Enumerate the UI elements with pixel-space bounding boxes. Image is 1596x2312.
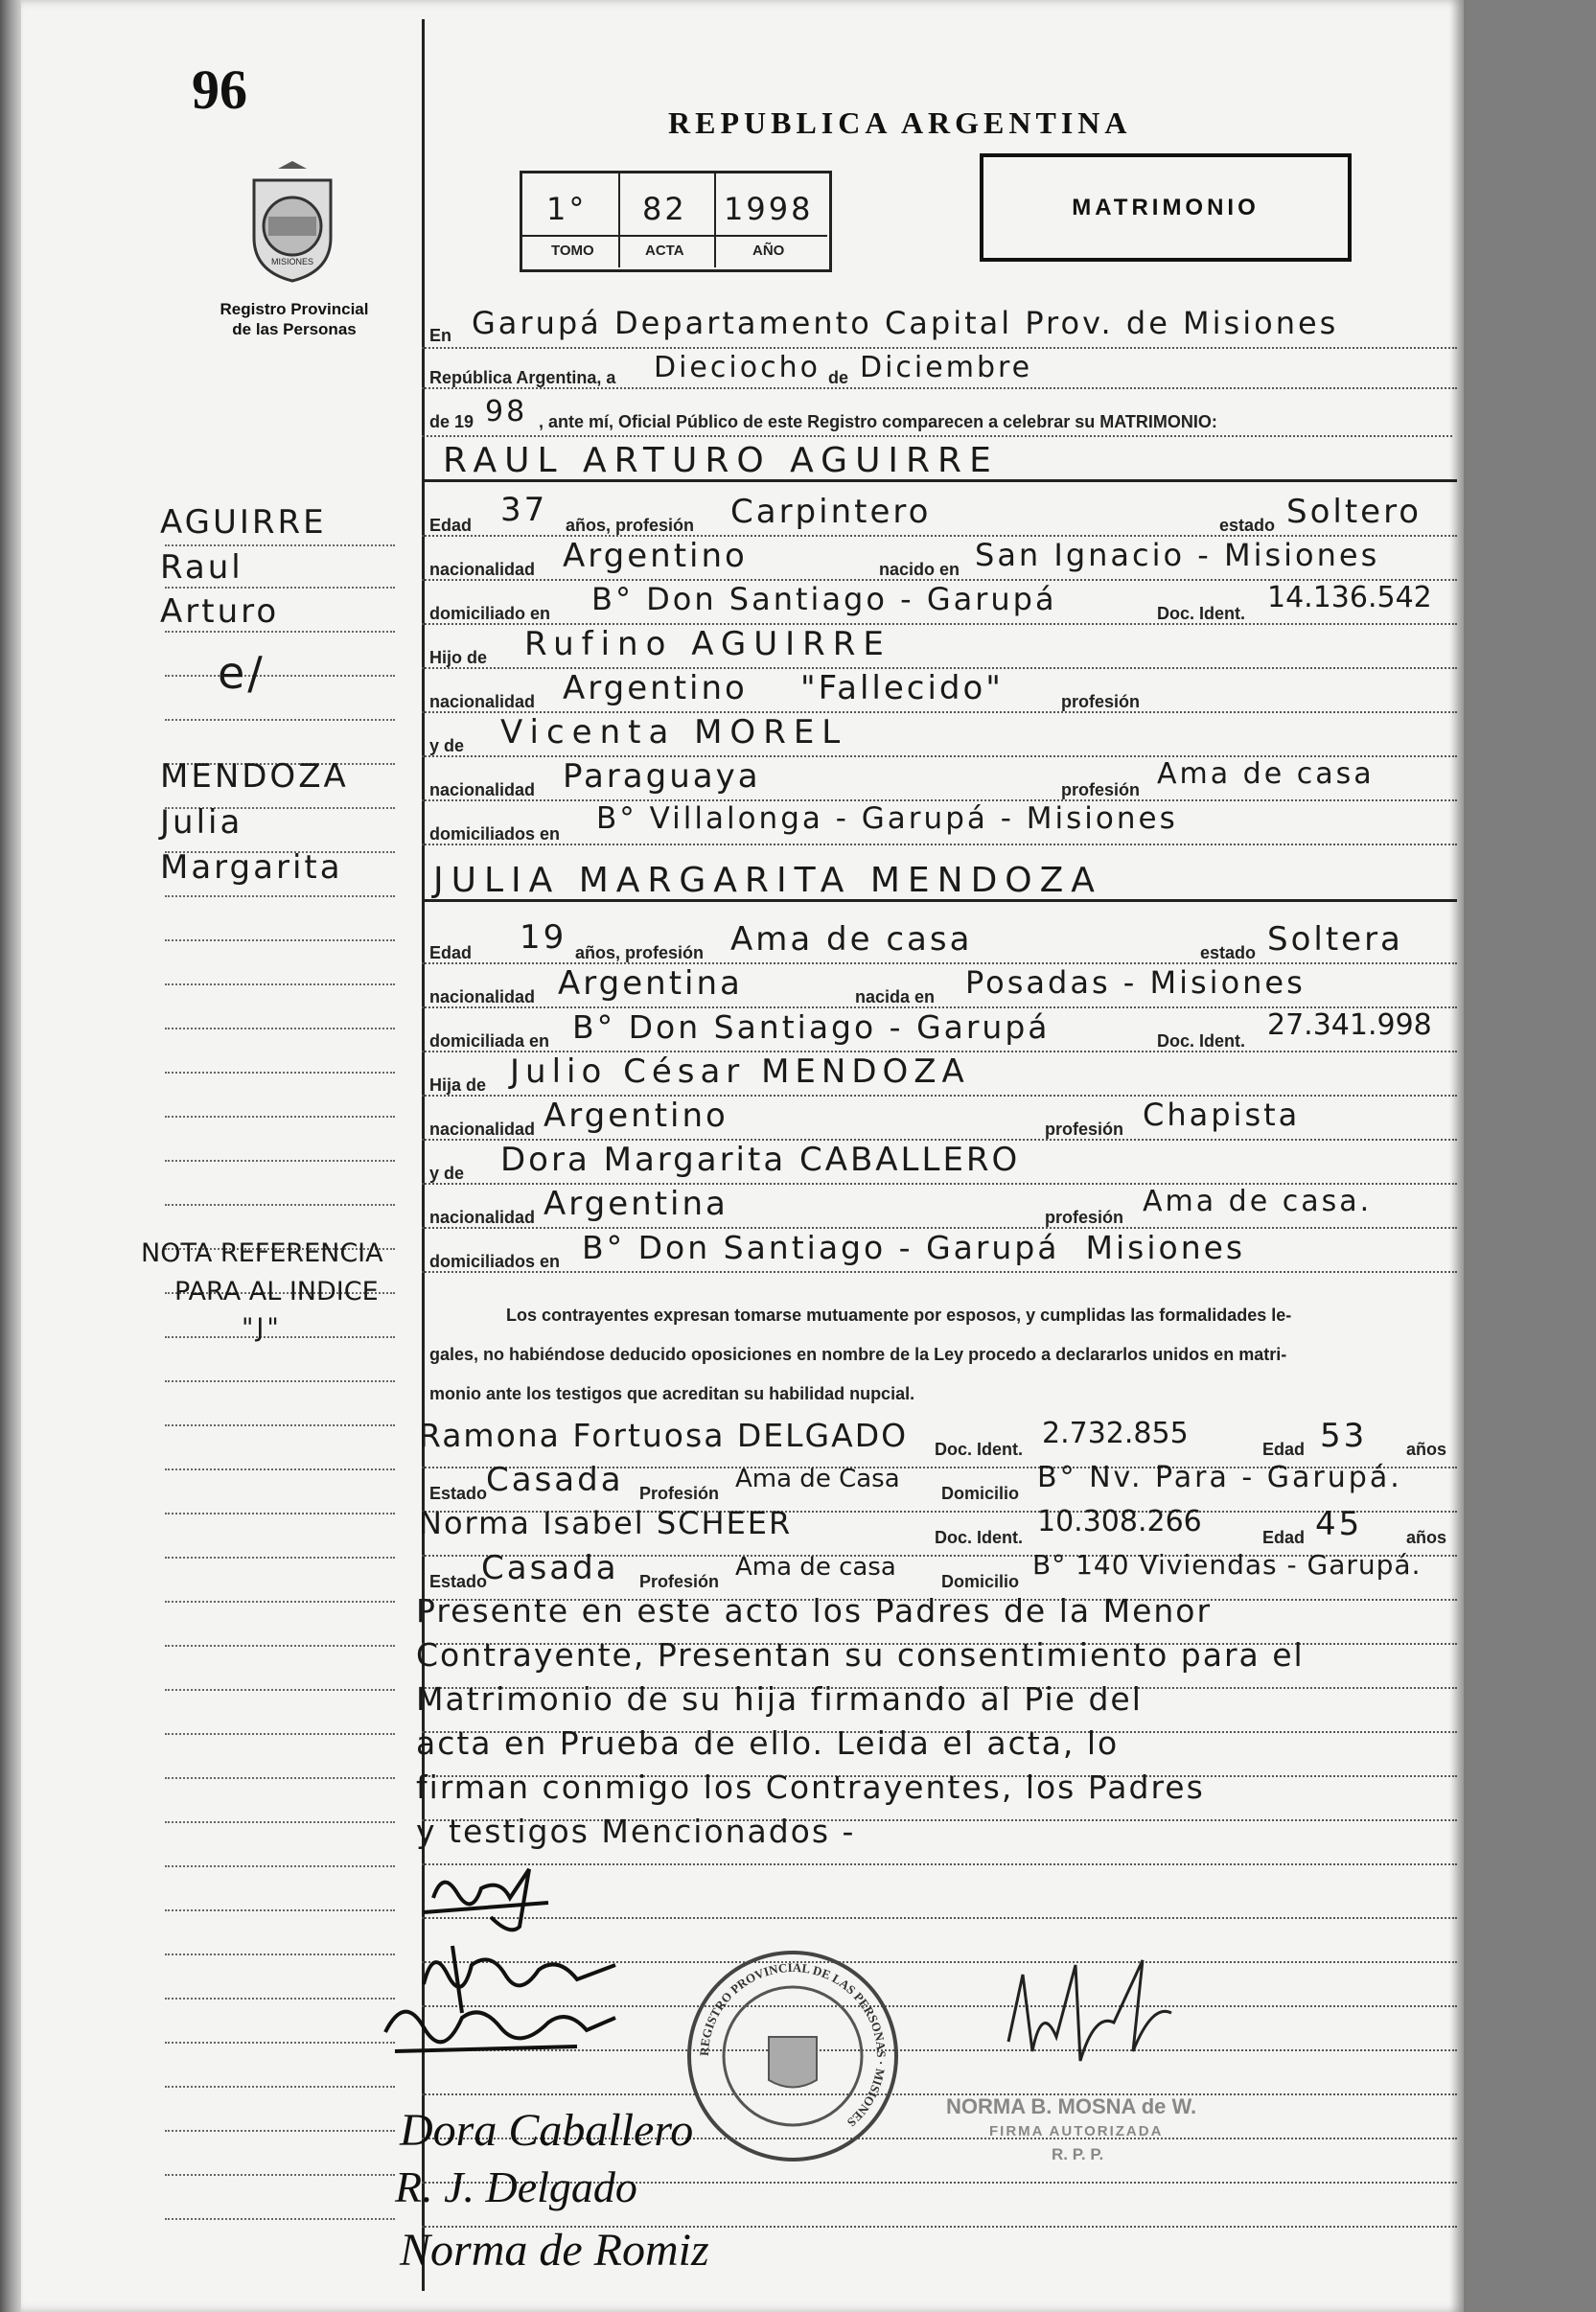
groom-estado: Soltero [1286, 493, 1423, 531]
nota-referencia-letter: "J" [242, 1313, 282, 1343]
witness2-anos-label: años [1406, 1528, 1447, 1547]
bride-name: JULIA MARGARITA MENDOZA [433, 861, 1102, 900]
bride-mother-nat: Argentina [544, 1185, 729, 1223]
bride-parents-address: B° Don Santiago - Garupá Misiones [582, 1229, 1246, 1266]
ano-value: 1998 [724, 191, 814, 227]
groom-doc-label: Doc. Ident. [1157, 604, 1246, 623]
witness1-prof-label: Profesión [639, 1484, 720, 1503]
witness2-doc: 10.308.266 [1037, 1505, 1202, 1538]
witness2-estado-label: Estado [429, 1572, 488, 1591]
stamp-office: R. P. P. [1052, 2145, 1104, 2163]
witness1-edad-label: Edad [1262, 1440, 1306, 1459]
groom-prof-label: años, profesión [566, 516, 695, 535]
groom-profession: Carpintero [730, 493, 932, 531]
groom-mother-prof: Ama de casa [1157, 757, 1375, 791]
witness2-dom-label: Domicilio [941, 1572, 1020, 1591]
witness2-edad-label: Edad [1262, 1528, 1306, 1547]
bride-father-prof: Chapista [1143, 1097, 1301, 1133]
day: Dieciocho [654, 351, 821, 384]
stamp-name: NORMA B. MOSNA de W. [946, 2094, 1197, 2118]
margin-groom-first: Raul [160, 548, 243, 587]
bride-nacida-label: nacida en [855, 987, 936, 1006]
bride-nationality: Argentina [558, 964, 743, 1003]
republic-label: República Argentina, a [429, 368, 616, 387]
margin-bride-second: Margarita [160, 848, 343, 887]
groom-father: Rufino AGUIRRE [524, 625, 891, 663]
bride-nac-label: nacionalidad [429, 987, 536, 1006]
witness2-address: B° 140 Viviendas - Garupá. [1032, 1549, 1422, 1581]
year-suffix: 98 [485, 395, 528, 428]
country-title: REPUBLICA ARGENTINA [668, 105, 1132, 140]
groom-mother-prof-label: profesión [1061, 780, 1141, 799]
bride-address: B° Don Santiago - Garupá [572, 1008, 1051, 1046]
groom-nac-label: nacionalidad [429, 560, 536, 579]
margin-groom-second: Arturo [160, 592, 280, 631]
registry-seal [682, 1946, 903, 2166]
margin-bride-surname: MENDOZA [160, 757, 349, 796]
groom-parents-address: B° Villalonga - Garupá - Misiones [596, 801, 1178, 836]
witness2-prof-label: Profesión [639, 1572, 720, 1591]
tomo-label: TOMO [551, 243, 594, 259]
bride-estado-label: estado [1200, 943, 1257, 962]
nota-referencia-title: NOTA REFERENCIA [141, 1238, 383, 1268]
bride-age: 19 [520, 918, 567, 957]
svg-text:MISIONES: MISIONES [270, 257, 314, 266]
witness2-estado: Casada [481, 1549, 619, 1587]
page-number: 96 [192, 58, 247, 121]
de-label: de [828, 368, 849, 387]
record-type-box [980, 153, 1352, 262]
groom-yde-label: y de [429, 736, 465, 755]
witness1-age: 53 [1320, 1417, 1368, 1455]
witness1-estado: Casada [486, 1461, 624, 1499]
bride-edad-label: Edad [429, 943, 473, 962]
groom-mother-nat: Paraguaya [563, 757, 761, 796]
groom-parents-dom-label: domiciliados en [429, 824, 561, 844]
bride-mother: Dora Margarita CABALLERO [500, 1141, 1021, 1179]
groom-name: RAUL ARTURO AGUIRRE [443, 441, 999, 480]
acta-value: 82 [642, 191, 687, 227]
acta-label: ACTA [645, 243, 684, 259]
groom-nacido-label: nacido en [879, 560, 960, 579]
declaration: Los contrayentes expresan tomarse mutuamente por esposos, y cumplidas las formalidades le- gales, no habiéndose deducido oposiciones en nombre de la Ley procedo a declararlos unidos en matri- monio ante los testigos que acreditan su habilidad nupcial. [429, 1306, 1292, 1403]
seal-text: REGISTRO PROVINCIAL DE LAS PERSONAS · MISIONES [696, 1959, 890, 2130]
month: Diciembre [860, 351, 1033, 384]
registry-name: Registro Provincial de las Personas [220, 300, 369, 338]
bride-father: Julio César MENDOZA [510, 1052, 970, 1091]
bride-mother-prof: Ama de casa. [1143, 1185, 1373, 1218]
ano-label: AÑO [752, 243, 785, 259]
signature-dora-caballero: Dora Caballero [400, 2105, 694, 2156]
bride-hija-label: Hija de [429, 1075, 487, 1095]
bride-dom-label: domiciliada en [429, 1031, 550, 1051]
registry-logo [240, 161, 345, 286]
groom-mother-nac-label: nacionalidad [429, 780, 536, 799]
right-edge-shadow [1449, 0, 1464, 2312]
groom-nationality: Argentino [563, 537, 748, 575]
margin-connector: e/ [218, 647, 266, 699]
witness1-doc: 2.732.855 [1042, 1417, 1189, 1450]
bride-doc: 27.341.998 [1267, 1008, 1432, 1042]
bride-yde-label: y de [429, 1164, 465, 1183]
witness1-estado-label: Estado [429, 1484, 488, 1503]
groom-father-prof-label: profesión [1061, 692, 1141, 711]
witness2-profession: Ama de casa [735, 1553, 896, 1582]
groom-father-nac-label: nacionalidad [429, 692, 536, 711]
record-type: MATRIMONIO [1072, 194, 1260, 220]
groom-age: 37 [500, 491, 548, 529]
year-prefix: de 19 [429, 412, 474, 431]
witness1-address: B° Nv. Para - Garupá. [1037, 1461, 1402, 1494]
stamp-title: FIRMA AUTORIZADA [989, 2123, 1164, 2139]
tomo-value: 1° [546, 191, 588, 227]
bride-prof-label: años, profesión [575, 943, 705, 962]
bride-father-nat: Argentino [544, 1097, 729, 1135]
binding-edge [0, 0, 21, 2312]
witness2-name: Norma Isabel SCHEER [419, 1505, 793, 1541]
bride-parents-dom-label: domiciliados en [429, 1252, 561, 1271]
groom-mother: Vicenta MOREL [500, 713, 848, 751]
nota-referencia-line: PARA AL INDICE [174, 1277, 379, 1306]
witness1-profession: Ama de Casa [735, 1465, 900, 1493]
authorized-signature [989, 1946, 1200, 2080]
notes: Presente en este acto los Padres de la Menor Contrayente, Presentan su consentimiento para el Matrimonio de su hija firmando al Pie del acta en Prueba de ello. Leida el acta, lo firman conmigo los Contrayentes, los Padres y testigos Mencionados - [416, 1592, 1305, 1850]
witness1-name: Ramona Fortuosa DELGADO [419, 1417, 909, 1454]
groom-hijo-label: Hijo de [429, 648, 488, 667]
witness2-age: 45 [1315, 1505, 1363, 1543]
bride-doc-label: Doc. Ident. [1157, 1031, 1246, 1051]
bride-profession: Ama de casa [730, 920, 973, 959]
groom-birthplace: San Ignacio - Misiones [975, 537, 1380, 573]
witness1-dom-label: Domicilio [941, 1484, 1020, 1503]
bride-birthplace: Posadas - Misiones [965, 964, 1306, 1001]
margin-bride-first: Julia [160, 803, 243, 842]
margin-groom-surname: AGUIRRE [160, 503, 327, 542]
witness1-doc-label: Doc. Ident. [935, 1440, 1024, 1459]
groom-edad-label: Edad [429, 516, 473, 535]
statement: , ante mí, Oficial Público de este Registro comparecen a celebrar su MATRIMONIO: [539, 412, 1217, 431]
bride-mother-nac-label: nacionalidad [429, 1208, 536, 1227]
bride-estado: Soltera [1267, 920, 1403, 959]
signature-delgado: R. J. Delgado [395, 2162, 637, 2211]
groom-dom-label: domiciliado en [429, 604, 551, 623]
groom-address: B° Don Santiago - Garupá [591, 581, 1057, 617]
en-label: En [429, 326, 452, 345]
book-reference-box [520, 171, 832, 272]
groom-doc: 14.136.542 [1267, 581, 1432, 614]
bride-father-prof-label: profesión [1045, 1120, 1124, 1139]
document-page [21, 0, 1464, 2312]
groom-estado-label: estado [1219, 516, 1276, 535]
bride-mother-prof-label: profesión [1045, 1208, 1124, 1227]
signature-norma: Norma de Romiz [400, 2225, 709, 2276]
bride-father-nac-label: nacionalidad [429, 1120, 536, 1139]
witness1-anos-label: años [1406, 1440, 1447, 1459]
groom-father-nat: Argentino "Fallecido" [563, 669, 1004, 707]
witness2-doc-label: Doc. Ident. [935, 1528, 1024, 1547]
place: Garupá Departamento Capital Prov. de Misiones [472, 305, 1339, 341]
